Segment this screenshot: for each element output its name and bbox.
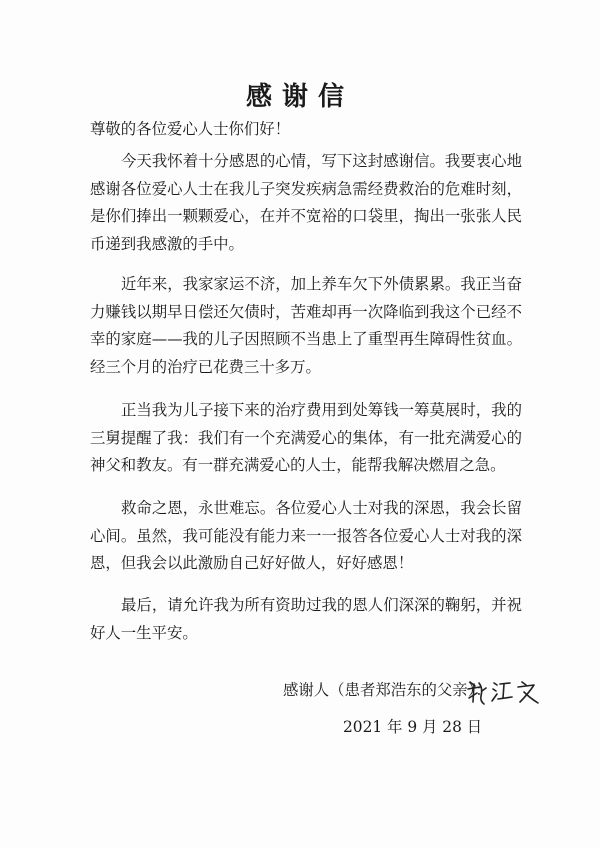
paragraph-help: 正当我为儿子接下来的治疗费用到处筹钱一筹莫展时，我的三舅提醒了我：我们有一个充满爱心的集体，有一批充满爱心的神父和教友。有一群充满爱心的人士，能帮我解决燃眉之急。 [90,401,522,474]
paragraph-closing: 最后，请允许我为所有资助过我的恩人们深深的鞠躬，并祝好人一生平安。 [90,596,522,642]
salutation: 尊敬的各位爱心人士你们好！ [90,120,291,138]
paragraph-remembrance: 救命之恩，永世难忘。各位爱心人士对我的深恩，我会长留心间。虽然，我可能没有能力来一一报答各位爱心人士对我的深恩，但我会以此激励自己好好做人，好好感恩！ [90,499,522,572]
signoff-line: 感谢人（患者郑浩东的父亲）： [283,681,491,699]
paragraph-gratitude: 今天我怀着十分感恩的心情，写下这封感谢信。我要衷心地感谢各位爱心人士在我儿子突发疾病急需经费救治的危难时刻，是你们捧出一颗颗爱心，在并不宽裕的口袋里，掏出一张张人民币递到我感激的手中。 [90,152,522,253]
paragraph-hardship: 近年来，我家家运不济，加上养车欠下外债累累。我正当奋力赚钱以期早日偿还欠债时，苦难却再一次降临到我这个已经不幸的家庭——我的儿子因照顾不当患上了重型再生障碍性贫血。经三个月的治疗已花费三十多万。 [90,275,522,376]
letter-date: 2021 年 9 月 28 日 [343,718,483,736]
letter-title: 感谢信 [245,82,354,112]
handwritten-signature [464,674,544,708]
